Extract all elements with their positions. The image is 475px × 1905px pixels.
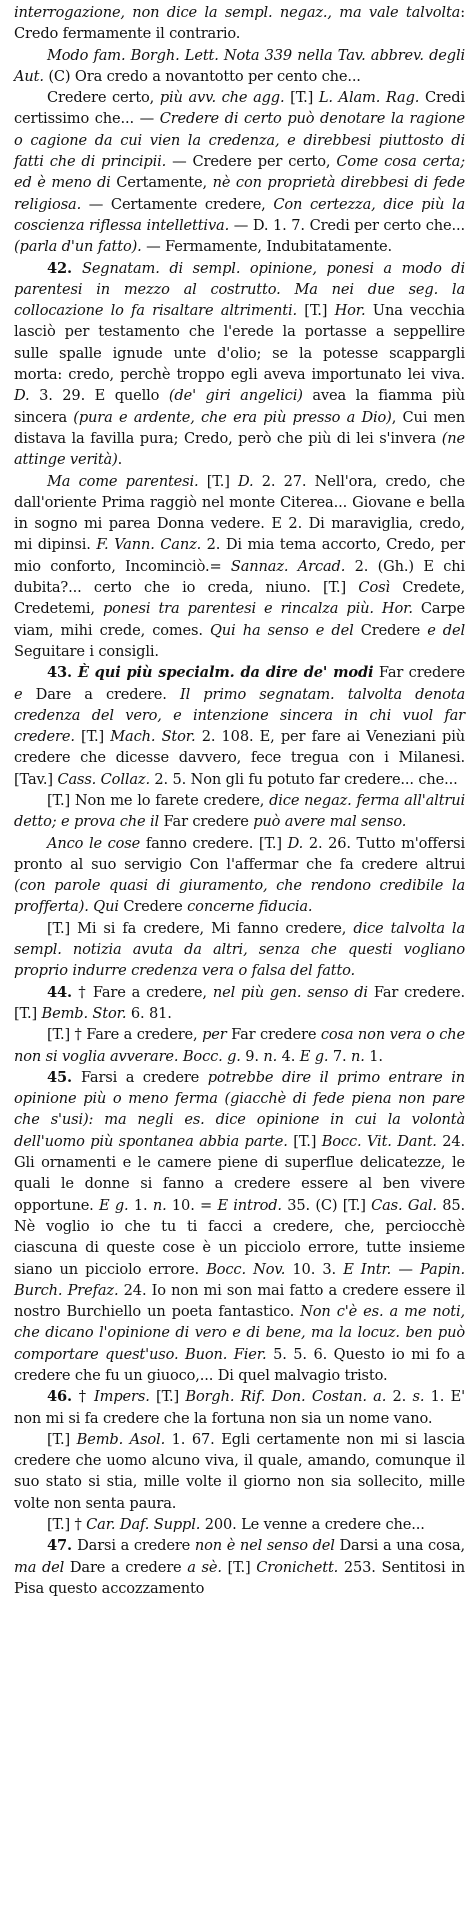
text-segment: 1.	[364, 1047, 383, 1065]
text-segment: Bemb. Asol.	[76, 1430, 166, 1448]
text-segment: Segnatam. di sempl. opinione, ponesi a modo di parentesi in mezzo al costrutto. Ma nei due seg. la collocazione lo fa risaltare altrimenti.	[14, 259, 466, 320]
text-segment: Hor.	[334, 302, 366, 320]
sense-number: 45.	[47, 1068, 81, 1086]
text-segment: 3. 29. E quello	[29, 387, 169, 405]
text-segment: Con certezza, dice più la coscienza riflessa intellettiva.	[14, 195, 465, 234]
text-segment: 2. 27. Nell'ora, credo, che dall'oriente Prima raggiò nel monte Citerea... Giovane e bella in sogno mi parea Donna vedere. E 2. Di maraviglia, credo, mi dipinsi.	[14, 472, 465, 554]
text-segment: più avv. che agg.	[159, 89, 285, 107]
text-segment: dice negaz. ferma all'altrui detto; e prova che il	[14, 791, 465, 831]
text-segment: 24. Io non mi son mai fatto a credere essere il nostro Burchiello un poeta fantastico.	[14, 1281, 465, 1321]
sense-number: 46.	[47, 1388, 79, 1406]
text-segment: Cas. Gal.	[371, 1196, 437, 1214]
text-segment: potrebbe dire il primo entrare in opinione più o meno ferma (giacchè di fede piena non pare che s'usi): ma negli es. dice opinione in cui la volontà dell'uomo più spontanea abbia parte.	[14, 1068, 465, 1150]
text-segment: D.	[14, 387, 30, 405]
text-segment: Cass. Collaz.	[57, 770, 150, 788]
text-segment: Credere	[353, 621, 428, 639]
text-segment: (ne attinge verità)	[14, 429, 465, 469]
text-segment: s.	[412, 1388, 425, 1406]
text-segment: Modo fam. Borgh. Lett. Nota 339 nella Tav. abbrev. degli Aut.	[14, 46, 465, 85]
dictionary-paragraph	[14, 918, 465, 982]
text-segment: : Credo fermamente il contrario.	[14, 4, 465, 43]
text-segment: Bemb. Stor.	[41, 1004, 127, 1022]
text-segment: — Fermamente, Indubitatamente.	[141, 238, 393, 256]
text-segment: Credete, Credetemi,	[14, 579, 465, 618]
text-segment: nel più gen. senso di	[212, 983, 368, 1001]
text-segment: (pura e ardente, che era più presso a Dio)	[73, 408, 392, 426]
text-segment: Far credere	[373, 664, 465, 682]
text-segment: [T.]	[284, 89, 319, 107]
text-segment: Così	[358, 579, 390, 597]
text-segment: — D. 1. 7. Credi per certo che...	[229, 216, 465, 234]
text-segment: 9.	[240, 1047, 264, 1065]
text-segment: †	[78, 1388, 95, 1406]
text-segment: Cronichett.	[256, 1558, 339, 1576]
text-segment: 10. =	[166, 1196, 218, 1214]
text-segment: Papin. Burch. Prefaz.	[14, 1260, 466, 1299]
text-segment: È qui più specialm. da dire de' modi	[77, 664, 374, 682]
text-segment: Far credere	[226, 1026, 321, 1044]
text-segment: a sè.	[187, 1558, 222, 1576]
text-segment: 253. Sentitosi in Pisa questo accozzamento	[14, 1558, 465, 1597]
text-segment: Ma come parentesi.	[47, 472, 199, 490]
sense-number: 43.	[47, 664, 78, 682]
text-segment: cosa non vera o che non si voglia avverare. Bocc. g.	[14, 1026, 466, 1065]
text-segment: [T.] Non me lo farete credere,	[47, 791, 270, 809]
text-segment: può avere mal senso.	[253, 813, 407, 831]
text-segment: E g.	[299, 1047, 329, 1065]
text-segment: D.	[287, 834, 304, 852]
text-segment: Mach. Stor.	[110, 728, 196, 746]
dictionary-paragraph	[14, 1535, 465, 1599]
text-segment: 10. 3.	[285, 1260, 344, 1278]
text-segment: Una vecchia lasciò per testamento che l'erede la portasse a seppellire sulle spalle ignude unte d'olio; se la potesse scappargli morta: credo, perchè troppo egli aveva importunato lei viva.	[14, 302, 465, 384]
text-segment: 7.	[328, 1047, 352, 1065]
text-segment: Darsi a una cosa,	[334, 1537, 465, 1555]
text-segment: † Fare a credere,	[78, 983, 213, 1001]
dictionary-paragraph	[14, 1429, 465, 1514]
text-segment: 2.	[386, 1388, 413, 1406]
text-segment: 5. 5. 6. Questo io mi fo a credere che fu un giuoco,... Di quel malvagio tristo.	[14, 1345, 465, 1384]
text-segment: L. Alam. Rag.	[318, 89, 420, 107]
dictionary-paragraph	[14, 471, 465, 663]
text-segment: [T.] †	[47, 1516, 87, 1534]
text-segment: F. Vann. Canz.	[96, 536, 202, 554]
text-segment: Far credere. [T.]	[14, 983, 465, 1022]
dictionary-paragraph	[14, 982, 465, 1025]
text-segment: 200. Le venne a credere che...	[200, 1516, 425, 1534]
text-segment: [T.]	[74, 728, 111, 746]
text-segment: E introd.	[217, 1196, 282, 1214]
text-segment: Il primo segnatam. talvolta denota credenza del vero, e intenzione sincera in chi vuol far credere.	[14, 685, 465, 746]
text-segment: e del	[427, 621, 465, 639]
text-segment: Come cosa certa; ed è meno di	[14, 153, 465, 192]
text-segment: — Certamente credere,	[81, 195, 274, 213]
dictionary-paragraph	[14, 662, 465, 790]
text-segment: 6. 81.	[126, 1004, 172, 1022]
text-segment: Dare a credere.	[22, 685, 180, 703]
text-segment: E g.	[99, 1196, 129, 1214]
dictionary-paragraph	[14, 790, 465, 833]
text-segment: Credere certo,	[47, 89, 160, 107]
text-segment: concerne fiducia.	[187, 898, 313, 916]
text-segment: 2. 26. Tutto m'offersi pronto al suo servigio Con l'affermar che fa credere altrui	[14, 834, 465, 873]
text-segment: , Cui men distava la favilla pura; Credo, però che più di lei s'invera	[14, 408, 466, 447]
text-segment: [T.]	[287, 1132, 322, 1150]
text-segment: 1. E' non mi si fa credere che la fortuna non sia un nome vano.	[14, 1388, 465, 1427]
text-segment: Credere di certo può denotare la ragione o cagione da cui vien la credenza, e direbbesi piuttosto di fatti che di principii.	[14, 110, 465, 171]
text-segment: 1. 67. Egli certamente non mi si lascia credere che uomo alcuno viva, il quale, amando, comunque il suo stato si stia, mille volte il giorno non sia sollecito, mille volte non senta paura.	[14, 1430, 465, 1512]
text-segment: nè con proprietà direbbesi di fede religiosa.	[14, 174, 465, 213]
text-segment: —	[391, 1260, 420, 1278]
text-segment: (parla d'un fatto).	[14, 238, 142, 256]
dictionary-paragraph	[14, 833, 465, 918]
text-segment: per	[202, 1026, 227, 1044]
text-segment: Bocc. Vit. Dant.	[321, 1132, 437, 1150]
text-segment: avea la fiamma più sincera	[14, 387, 465, 426]
text-segment: Seguitare i consigli.	[14, 642, 159, 660]
text-segment: Carpe viam, mihi crede, comes.	[14, 600, 465, 639]
text-segment: 1.	[128, 1196, 153, 1214]
text-segment: Qui ha senso e del	[209, 621, 354, 639]
text-segment: 2. (Gh.) E chi dubita?... certo che io creda, niuno. [T.]	[14, 557, 465, 597]
text-segment: Anco le cose	[47, 834, 141, 852]
text-segment: (C) Ora credo a novantotto per cento che...	[43, 67, 361, 85]
text-segment: fanno credere. [T.]	[140, 834, 288, 852]
text-segment: Darsi a credere	[77, 1537, 195, 1555]
sense-number: 44.	[47, 983, 79, 1001]
text-segment: interrogazione, non dice la sempl. negaz., ma vale talvolta	[14, 4, 461, 21]
text-segment: Non c'è es. a me noti, che dicano l'opinione di vero e di bene, ma la locuz. ben può comportare quest'uso. Buon. Fier.	[14, 1303, 465, 1363]
dictionary-paragraph	[14, 1024, 465, 1067]
text-segment: 35. (C) [T.]	[281, 1196, 372, 1214]
text-segment: non è nel senso del	[194, 1537, 335, 1555]
text-segment: dice talvolta la sempl. notizia avuta da altri, senza che questi vogliano proprio indurre credenza vera o falsa del fatto.	[14, 919, 466, 980]
text-segment: [T.]	[149, 1388, 186, 1406]
dictionary-paragraph	[14, 87, 465, 257]
dictionary-paragraph	[14, 1067, 465, 1386]
text-segment: Farsi a credere	[80, 1068, 208, 1086]
text-segment: [T.]	[221, 1558, 257, 1576]
dictionary-paragraph	[14, 45, 465, 88]
text-segment: e	[14, 685, 23, 703]
text-segment: [T.]	[47, 1430, 77, 1448]
sense-number: 42.	[47, 259, 82, 277]
text-segment: Bocc. Nov.	[206, 1260, 286, 1278]
text-segment: 4.	[277, 1047, 300, 1065]
text-segment: [T.] Mi si fa credere, Mi fanno credere,	[47, 919, 354, 937]
text-segment: n.	[263, 1047, 278, 1065]
text-segment: Certamente,	[110, 174, 213, 192]
text-segment: ma del	[14, 1558, 65, 1576]
text-segment: n.	[152, 1196, 167, 1214]
text-segment: Credi certissimo che... —	[14, 89, 465, 128]
text-segment: Far credere	[159, 813, 254, 831]
text-segment: (con parole quasi di giuramento, che rendono credibile la profferta). Qui	[14, 877, 465, 916]
text-segment: [T.]	[297, 302, 335, 320]
text-segment: Sannaz. Arcad.	[230, 557, 346, 575]
text-segment: 2. Di mia tema accorto, Credo, per mio conforto, Incominciò.=	[14, 536, 465, 575]
text-segment: D.	[237, 472, 254, 490]
text-segment: .	[117, 451, 123, 469]
text-segment: 24. Gli ornamenti e le camere piene di superflue delicatezze, le quali le donne si fanno a credere essere al ben vivere opportune.	[14, 1132, 465, 1214]
text-segment: — Credere per certo,	[166, 153, 337, 171]
text-segment: Credere	[118, 898, 188, 916]
text-segment: Borgh. Rif. Don. Costan. a.	[185, 1388, 387, 1406]
text-segment: 2. 5. Non gli fu potuto far credere... che...	[149, 770, 458, 788]
text-segment: [T.]	[198, 472, 238, 490]
text-segment: 2. 108. E, per fare ai Veneziani più credere che dicesse davvero, fece tregua con i Milanesi. [Tav.]	[14, 728, 465, 788]
dictionary-paragraph	[14, 2, 465, 45]
text-segment: (de' giri angelici)	[168, 387, 303, 405]
text-segment: Car. Daf. Suppl.	[86, 1516, 201, 1534]
dictionary-paragraph	[14, 1514, 465, 1535]
sense-number: 47.	[47, 1537, 78, 1555]
text-segment: n.	[351, 1047, 365, 1065]
text-segment: 85. Nè voglio io che tu ti facci a credere, che, perciocchè ciascuna di queste cose è un picciolo errore, tutte insieme siano un picciolo errore.	[14, 1196, 465, 1278]
text-segment: Dare a credere	[64, 1558, 188, 1576]
dictionary-paragraph	[14, 258, 465, 471]
dictionary-paragraph	[14, 1386, 465, 1429]
text-segment: E Intr.	[343, 1260, 392, 1278]
text-segment: ponesi tra parentesi e rincalza più. Hor.	[102, 600, 413, 618]
text-segment: Impers.	[94, 1388, 150, 1406]
text-segment: [T.] † Fare a credere,	[47, 1026, 203, 1044]
